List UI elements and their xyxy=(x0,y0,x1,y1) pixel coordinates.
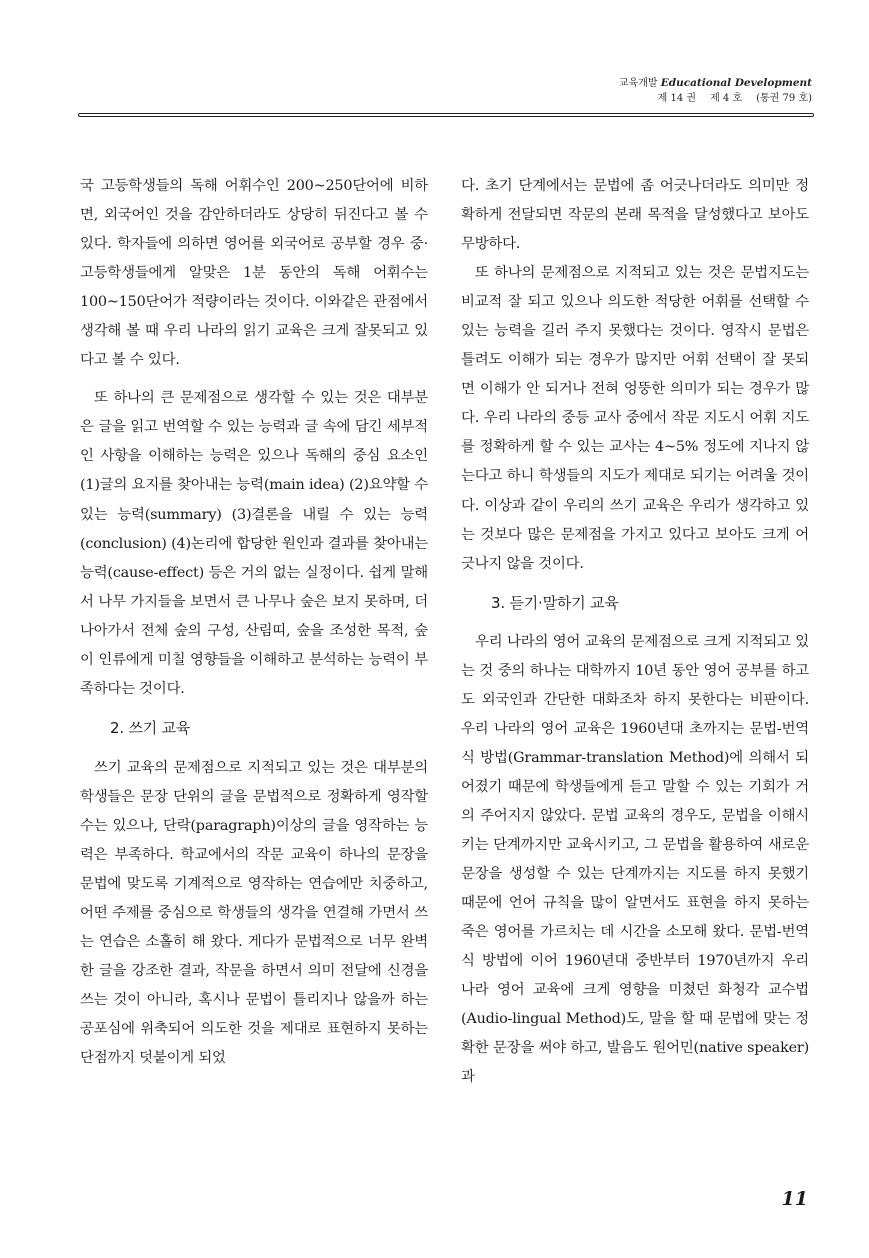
running-header xyxy=(580,76,812,106)
right-column xyxy=(461,172,809,1092)
volume-label: 제 14 권 xyxy=(657,93,697,104)
right-paragraph-2: 또 하나의 문제점으로 지적되고 있는 것은 문법지도는 비교적 잘 되고 있으나 의도한 적당한 어휘를 선택할 수 있는 능력을 길러 주지 못했다는 것이다. 영작시 문법은 틀려도 이해가 되는 경우가 많지만 어휘 선택이 잘 못되면 이해가 안 되거나 전혀 엉뚱한 의미가 되는 경우가 많다. 우리 나라의 중등 교사 중에서 작문 지도시 어휘 지도를 정확하게 할 수 있는 교사는 4~5% 정도에 지나지 않는다고 하니 학생들의 지도가 제대로 되기는 어려울 것이다. 이상과 같이 우리의 쓰기 교육은 우리가 생각하고 있는 것보다 많은 문제점을 가지고 있다고 보아도 크게 어긋나지 않을 것이다. xyxy=(461,265,809,572)
left-column xyxy=(80,172,428,1073)
journal-title-en: Educational Development xyxy=(660,77,812,89)
right-paragraph-3: 우리 나라의 영어 교육의 문제점으로 크게 지적되고 있는 것 중의 하나는 대학까지 10년 동안 영어 공부를 하고도 외국인과 간단한 대화조차 하지 못한다는 비판이다. 우리 나라의 영어 교육은 1960년대 초까지는 문법-번역식 방법(Grammar-translation Method)에 의해서 되어졌기 때문에 학생들에게 듣고 말할 수 있는 기회가 거의 주어지지 않았다. 문법 교육의 경우도, 문법을 이해시키는 단계까지만 교육시키고, 그 문법을 활용하여 새로운 문장을 생성할 수 있는 단계까지는 지도를 하지 못했기 때문에 언어 규칙을 많이 알면서도 표현을 하지 못하는 죽은 영어를 가르치는 데 시간을 소모해 왔다. 문법-번역식 방법에 이어 1960년대 중반부터 1970년까지 우리 나라 영어 교육에 크게 영향을 미쳤던 화청각 교수법(Audio-lingual Method)도, 말을 할 때 문법에 맞는 정확한 문장을 써야 하고, 발음도 원어민(native speaker)과 xyxy=(461,633,809,1086)
left-paragraph-1: 국 고등학생들의 독해 어휘수인 200~250단어에 비하면, 외국어인 것을 감안하더라도 상당히 뒤진다고 볼 수 있다. 학자들에 의하면 영어를 외국어로 공부할 경우 중·고등학생들에게 알맞은 1분 동안의 독해 어휘수는 100~150단어가 적량이라는 것이다. 이와같은 관점에서 생각해 볼 때 우리 나라의 읽기 교육은 크게 잘못되고 있다고 볼 수 있다. xyxy=(80,178,428,369)
section-heading-listening-speaking: 3. 듣기·말하기 교육 xyxy=(491,593,619,612)
right-paragraph-1: 다. 초기 단계에서는 문법에 좀 어긋나더라도 의미만 정확하게 전달되면 작문의 본래 목적을 달성했다고 보아도 무방하다. xyxy=(461,178,809,253)
page-number: 11 xyxy=(781,1188,808,1210)
left-paragraph-2: 또 하나의 큰 문제점으로 생각할 수 있는 것은 대부분은 글을 읽고 번역할 수 있는 능력과 글 속에 담긴 세부적인 사항을 이해하는 능력은 있으나 독해의 중심 요소인 (1)글의 요지를 찾아내는 능력(main idea) (2)요약할 수 있는 능력(summary) (3)결론을 내릴 수 있는 능력(conclusion) (4)논리에 합당한 원인과 결과를 찾아내는 능력(cause-effect) 등은 거의 없는 실정이다. 쉽게 말해서 나무 가지들을 보면서 큰 나무나 숲은 보지 못하며, 더 나아가서 전체 숲의 구성, 산림띠, 숲을 조성한 목적, 숲이 인류에게 미칠 영향들을 이해하고 분석하는 능력이 부족하다는 것이다. xyxy=(80,390,428,697)
serial-label: (통권 79 호) xyxy=(756,93,812,104)
section-heading-writing: 2. 쓰기 교육 xyxy=(110,718,191,737)
issue-info xyxy=(580,91,812,106)
journal-title-ko: 교육개발 xyxy=(618,78,658,89)
issue-label: 제 4 호 xyxy=(710,93,743,104)
header-rule xyxy=(78,113,814,117)
left-paragraph-3: 쓰기 교육의 문제점으로 지적되고 있는 것은 대부분의 학생들은 문장 단위의 글을 문법적으로 정확하게 영작할 수는 있으나, 단락(paragraph)이상의 글을 영작하는 능력은 부족하다. 학교에서의 작문 교육이 하나의 문장을 문법에 맞도록 기계적으로 영작하는 연습에만 치중하고, 어떤 주제를 중심으로 학생들의 생각을 연결해 가면서 쓰는 연습은 소홀히 해 왔다. 게다가 문법적으로 너무 완벽한 글을 강조한 결과, 작문을 하면서 의미 전달에 신경을 쓰는 것이 아니라, 혹시나 문법이 틀리지나 않을까 하는 공포심에 위축되어 의도한 것을 제대로 표현하지 못하는 단점까지 덧붙이게 되었 xyxy=(80,759,428,1067)
journal-title xyxy=(580,76,812,91)
